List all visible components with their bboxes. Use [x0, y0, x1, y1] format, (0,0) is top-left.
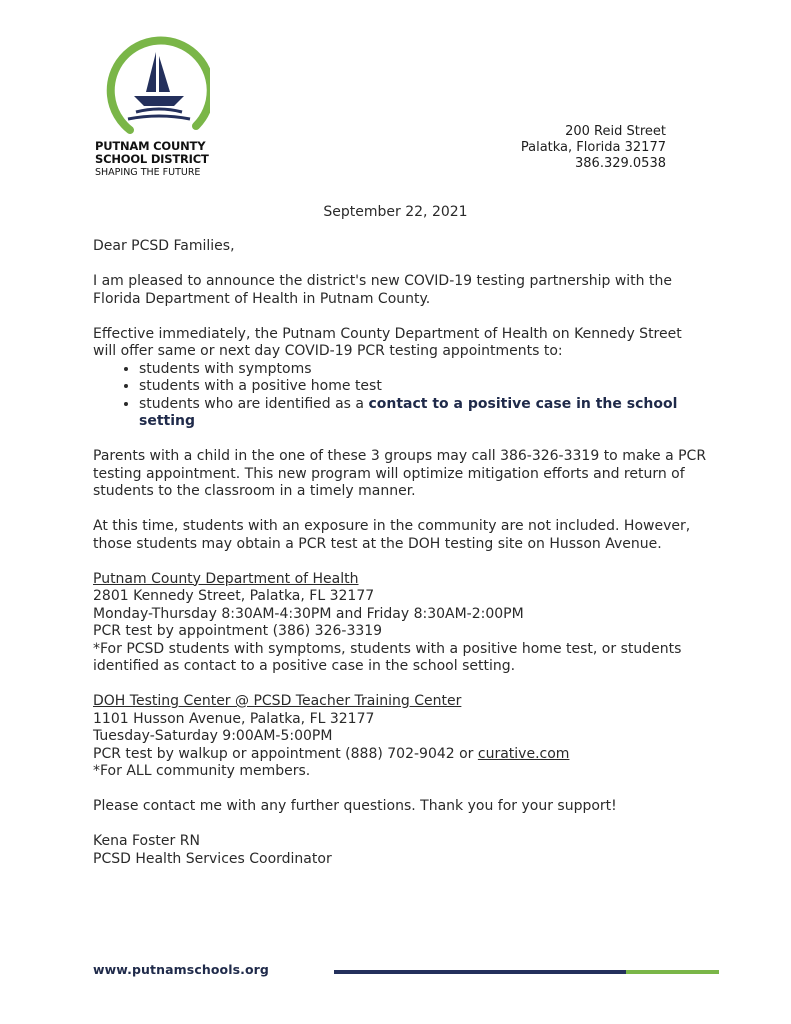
footer-divider-green — [626, 970, 719, 974]
logo-line-1: PUTNAM COUNTY — [95, 139, 206, 153]
district-logo — [92, 34, 217, 182]
list-item: • students with a positive home test — [139, 378, 708, 396]
list-item: • students with symptoms — [139, 361, 708, 379]
site2-address: 1101 Husson Avenue, Palatka, FL 32177 — [93, 710, 375, 727]
offer-paragraph: Effective immediately, the Putnam County Department of Health on Kennedy Street will offer same or next day COVID-19 PCR testing appointments to: — [93, 325, 682, 359]
letter-body — [93, 238, 708, 868]
list-item: • students who are identified as a contact to a positive case in the school setting — [139, 396, 708, 431]
site2-note: *For ALL community members. — [93, 763, 311, 779]
sailboat-logo-icon — [98, 34, 210, 138]
address-city: Palatka, Florida 32177 — [520, 140, 666, 155]
site2-access: PCR test by walkup or appointment (888) 702-9042 or curative.com — [93, 745, 570, 762]
logo-tagline: SHAPING THE FUTURE — [95, 167, 201, 178]
emphasis-text: contact to a positive case in the school setting — [139, 395, 678, 429]
address-street: 200 Reid Street — [565, 124, 666, 139]
parents-paragraph: Parents with a child in the one of these 3 groups may call 386-326-3319 to make a PCR testing appointment. This new program will optimize mitigation efforts and return of students to the classroom in a timely manner. — [93, 448, 707, 499]
site1-hours: Monday-Thursday 8:30AM-4:30PM and Friday 8:30AM-2:00PM — [93, 605, 524, 622]
site1-access: PCR test by appointment (386) 326-3319 — [93, 623, 383, 639]
intro-paragraph: I am pleased to announce the district's new COVID-19 testing partnership with the Florida Department of Health in Putnam County. — [93, 273, 672, 307]
site1-address: 2801 Kennedy Street, Palatka, FL 32177 — [93, 588, 375, 604]
site1-note: *For PCSD students with symptoms, students with a positive home test, or students identified as contact to a positive case in the school setting. — [93, 640, 682, 674]
logo-line-2: SCHOOL DISTRICT — [95, 152, 209, 166]
site2-hours: Tuesday-Saturday 9:00AM-5:00PM — [93, 728, 333, 744]
signature-title: PCSD Health Services Coordinator — [93, 850, 332, 867]
letterhead-address — [521, 124, 666, 172]
salutation: Dear PCSD Families, — [93, 238, 235, 254]
curative-link[interactable]: curative.com — [477, 745, 570, 762]
footer-website-link[interactable]: www.putnamschools.org — [93, 962, 269, 977]
site1-name: Putnam County Department of Health — [93, 570, 359, 587]
eligibility-list — [93, 361, 708, 431]
signature-name: Kena Foster RN — [93, 833, 200, 849]
site2-name: DOH Testing Center @ PCSD Teacher Training Center — [93, 693, 462, 709]
exposure-paragraph: At this time, students with an exposure in the community are not included. However, those students may obtain a PCR test at the DOH testing site on Husson Avenue. — [93, 518, 691, 552]
letter-date: September 22, 2021 — [323, 204, 468, 220]
address-phone: 386.329.0538 — [575, 156, 666, 171]
footer-divider-navy — [334, 970, 626, 974]
closing-paragraph: Please contact me with any further questions. Thank you for your support! — [93, 798, 617, 814]
